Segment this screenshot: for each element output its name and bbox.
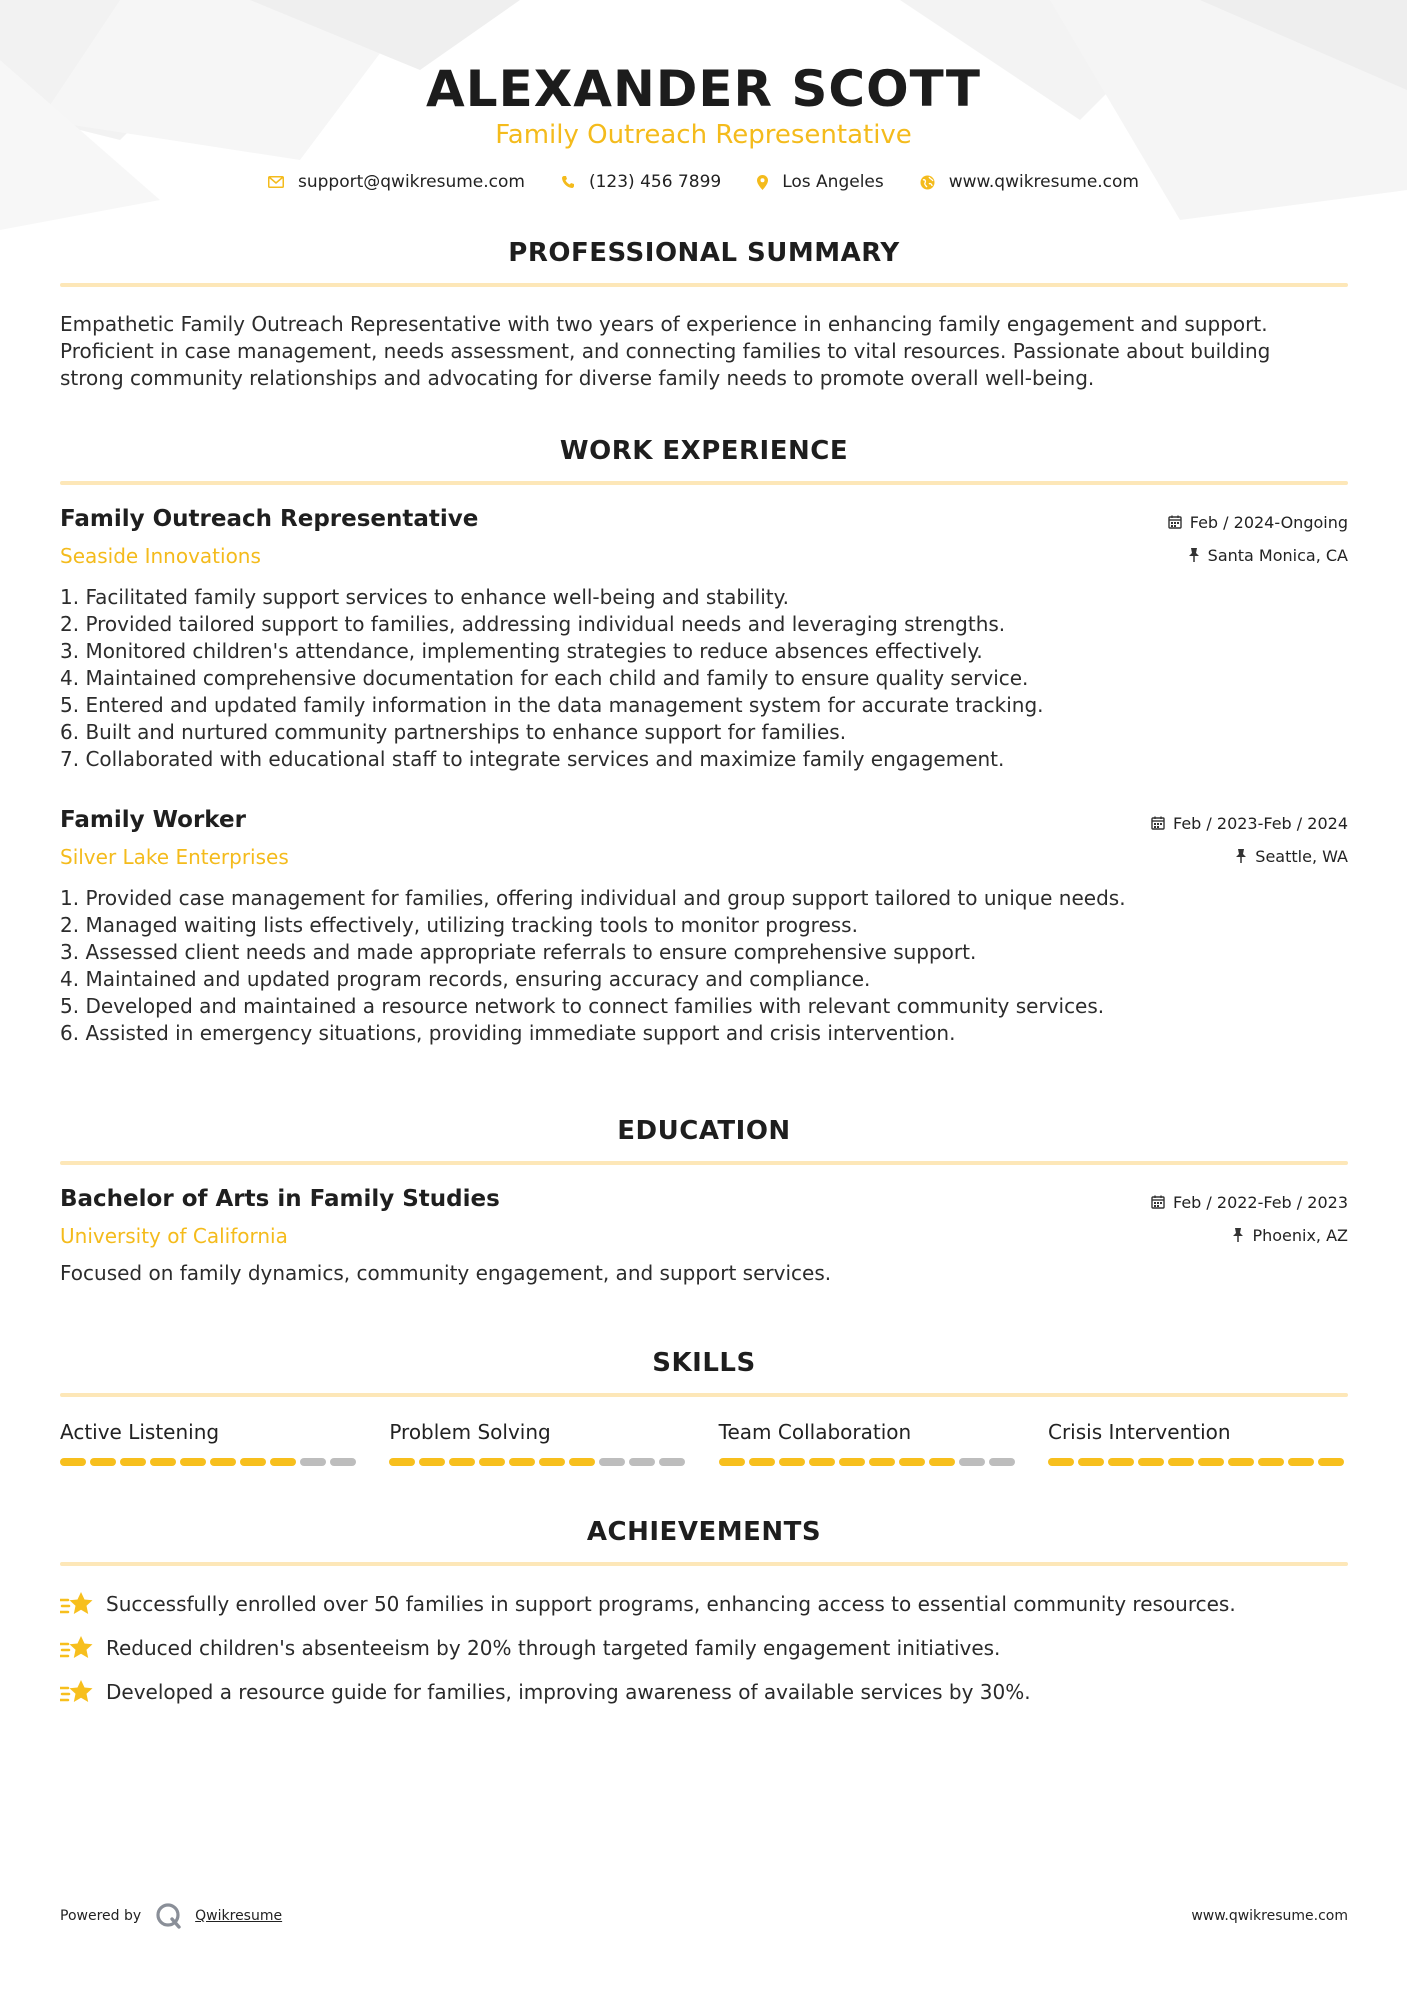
skill-segment-filled: [120, 1458, 146, 1466]
skill-item: [719, 1420, 1019, 1466]
education-heading: EDUCATION: [617, 1116, 791, 1146]
job-bullets: [60, 584, 1348, 773]
powered-by: [60, 1902, 282, 1930]
skill-level-bar: [389, 1458, 689, 1466]
summary-heading: PROFESSIONAL SUMMARY: [508, 238, 900, 268]
skill-segment-filled: [1228, 1458, 1254, 1466]
skill-item: [389, 1420, 689, 1466]
summary-line: Empathetic Family Outreach Representative with two years of experience in enhancing family engagement and support.: [60, 312, 1268, 336]
job-bullet: 6. Built and nurtured community partnerships to enhance support for families.: [60, 720, 847, 744]
skill-segment-filled: [1198, 1458, 1224, 1466]
education-divider: [60, 1161, 1348, 1165]
job-bullet: 1. Facilitated family support services to enhance well-being and stability.: [60, 585, 789, 609]
job-company: Seaside Innovations: [60, 544, 261, 568]
skill-segment-filled: [1108, 1458, 1134, 1466]
skill-segment-filled: [1048, 1458, 1074, 1466]
skill-level-bar: [60, 1458, 360, 1466]
skill-segment-filled: [270, 1458, 296, 1466]
job-company: Silver Lake Enterprises: [60, 845, 289, 869]
skills-heading: SKILLS: [652, 1348, 756, 1378]
skill-segment-empty: [659, 1458, 685, 1466]
map-pin-icon: [757, 175, 768, 190]
achievement-item: [60, 1590, 1348, 1618]
skill-segment-filled: [1288, 1458, 1314, 1466]
job-role: Family Outreach Representative: [60, 506, 479, 532]
skill-segment-filled: [749, 1458, 775, 1466]
candidate-name: ALEXANDER SCOTT: [426, 60, 981, 118]
achievements-divider: [60, 1562, 1348, 1566]
skill-segment-filled: [509, 1458, 535, 1466]
qwikresume-link[interactable]: Qwikresume: [195, 1908, 283, 1924]
star-icon: [60, 1634, 100, 1662]
phone-icon: [561, 175, 575, 189]
pushpin-icon: [1235, 849, 1247, 863]
skill-segment-empty: [330, 1458, 356, 1466]
powered-by-label: Powered by: [60, 1908, 142, 1924]
candidate-title: Family Outreach Representative: [495, 120, 912, 150]
contact-bar: [0, 172, 1407, 192]
skill-segment-filled: [210, 1458, 236, 1466]
contact-location-text: Los Angeles: [782, 172, 884, 192]
skills-list: [60, 1420, 1348, 1466]
skill-segment-empty: [300, 1458, 326, 1466]
calendar-icon: [1151, 816, 1165, 830]
skills-divider: [60, 1393, 1348, 1397]
contact-email[interactable]: [268, 172, 525, 192]
summary-line: strong community relationships and advocating for diverse family needs to promote overall well-being.: [60, 366, 1095, 390]
skill-segment-filled: [150, 1458, 176, 1466]
job-entry: [60, 807, 1348, 1047]
skill-name: Active Listening: [60, 1420, 220, 1444]
achievement-text: Successfully enrolled over 50 families in support programs, enhancing access to essential community resources.: [106, 1592, 1236, 1616]
pushpin-icon: [1188, 548, 1200, 562]
skill-level-bar: [1048, 1458, 1348, 1466]
skill-segment-filled: [809, 1458, 835, 1466]
achievement-item: [60, 1678, 1348, 1706]
skill-segment-filled: [569, 1458, 595, 1466]
skill-name: Problem Solving: [389, 1420, 551, 1444]
skill-segment-filled: [719, 1458, 745, 1466]
skill-segment-empty: [959, 1458, 985, 1466]
skill-segment-filled: [1168, 1458, 1194, 1466]
envelope-icon: [268, 176, 284, 188]
job-bullet: 2. Provided tailored support to families, addressing individual needs and leveraging strengths.: [60, 612, 1006, 636]
pushpin-icon: [1232, 1228, 1244, 1242]
job-bullet: 4. Maintained and updated program records, ensuring accuracy and compliance.: [60, 967, 871, 991]
skill-segment-filled: [60, 1458, 86, 1466]
education-location-text: Phoenix, AZ: [1252, 1225, 1348, 1245]
star-icon: [60, 1678, 100, 1706]
education-meta: [1151, 1192, 1348, 1245]
skill-segment-empty: [989, 1458, 1015, 1466]
globe-icon: [920, 175, 935, 190]
skill-name: Team Collaboration: [718, 1420, 912, 1444]
job-meta: [1151, 813, 1348, 866]
job-entry: [60, 506, 1348, 773]
job-bullet: 5. Entered and updated family information in the data management system for accurate tracking.: [60, 693, 1044, 717]
job-location: [1151, 846, 1348, 866]
education-location: [1151, 1225, 1348, 1245]
job-bullet: 7. Collaborated with educational staff to integrate services and maximize family engagement.: [60, 747, 1005, 771]
footer-website[interactable]: www.qwikresume.com: [1191, 1908, 1348, 1924]
achievement-item: [60, 1634, 1348, 1662]
achievement-text: Developed a resource guide for families, improving awareness of available services by 30%.: [106, 1680, 1031, 1704]
skill-segment-filled: [479, 1458, 505, 1466]
skill-segment-filled: [389, 1458, 415, 1466]
skill-segment-filled: [1258, 1458, 1284, 1466]
job-bullet: 1. Provided case management for families, offering individual and group support tailored to unique needs.: [60, 886, 1126, 910]
skill-segment-filled: [929, 1458, 955, 1466]
contact-phone-text: (123) 456 7899: [588, 172, 722, 192]
experience-heading: WORK EXPERIENCE: [559, 436, 849, 466]
job-bullet: 5. Developed and maintained a resource network to connect families with relevant community services.: [60, 994, 1105, 1018]
job-date: [1168, 512, 1348, 532]
job-bullet: 2. Managed waiting lists effectively, utilizing tracking tools to monitor progress.: [60, 913, 858, 937]
education-date-text: Feb / 2022-Feb / 2023: [1173, 1192, 1348, 1212]
job-location: [1168, 545, 1348, 565]
achievements-heading: ACHIEVEMENTS: [586, 1517, 822, 1547]
job-location-text: Seattle, WA: [1255, 846, 1348, 866]
experience-divider: [60, 481, 1348, 485]
skill-segment-filled: [869, 1458, 895, 1466]
job-bullet: 4. Maintained comprehensive documentation for each child and family to ensure quality service.: [60, 666, 1029, 690]
summary-line: Proficient in case management, needs assessment, and connecting families to vital resources. Passionate about building: [60, 339, 1271, 363]
contact-website[interactable]: [920, 172, 1139, 192]
qwikresume-logo-icon: [155, 1902, 183, 1930]
skill-segment-filled: [539, 1458, 565, 1466]
skill-segment-filled: [180, 1458, 206, 1466]
job-meta: [1168, 512, 1348, 565]
job-date-text: Feb / 2024-Ongoing: [1189, 512, 1348, 532]
summary-text: [60, 311, 1348, 392]
skill-segment-filled: [1138, 1458, 1164, 1466]
skill-segment-filled: [839, 1458, 865, 1466]
skill-segment-empty: [629, 1458, 655, 1466]
job-date: [1151, 813, 1348, 833]
education-entry: [60, 1186, 1348, 1287]
job-date-text: Feb / 2023-Feb / 2024: [1173, 813, 1348, 833]
skill-segment-filled: [779, 1458, 805, 1466]
skill-segment-filled: [1318, 1458, 1344, 1466]
skill-segment-filled: [90, 1458, 116, 1466]
contact-phone[interactable]: [561, 172, 721, 192]
star-icon: [60, 1590, 100, 1618]
skill-segment-filled: [899, 1458, 925, 1466]
page-footer: [60, 1896, 1348, 1936]
skill-segment-filled: [419, 1458, 445, 1466]
job-location-text: Santa Monica, CA: [1207, 545, 1348, 565]
school-name: University of California: [60, 1224, 288, 1248]
skill-segment-filled: [1078, 1458, 1104, 1466]
contact-location: [757, 172, 884, 192]
education-description: Focused on family dynamics, community engagement, and support services.: [60, 1261, 832, 1285]
job-bullet: 6. Assisted in emergency situations, providing immediate support and crisis intervention.: [60, 1021, 956, 1045]
summary-divider: [60, 283, 1348, 287]
skill-segment-filled: [449, 1458, 475, 1466]
calendar-icon: [1168, 515, 1182, 529]
skill-item: [1048, 1420, 1348, 1466]
skill-segment-empty: [599, 1458, 625, 1466]
skill-name: Crisis Intervention: [1047, 1420, 1231, 1444]
skill-segment-filled: [240, 1458, 266, 1466]
job-bullets: [60, 885, 1348, 1047]
achievement-text: Reduced children's absenteeism by 20% through targeted family engagement initiatives.: [106, 1636, 1001, 1660]
degree-title: Bachelor of Arts in Family Studies: [60, 1186, 500, 1212]
skill-level-bar: [719, 1458, 1019, 1466]
job-role: Family Worker: [60, 807, 246, 833]
contact-email-text: support@qwikresume.com: [298, 172, 525, 192]
job-bullet: 3. Monitored children's attendance, implementing strategies to reduce absences effectively.: [60, 639, 983, 663]
education-date: [1151, 1192, 1348, 1212]
contact-website-text: www.qwikresume.com: [948, 172, 1139, 192]
skill-item: [60, 1420, 360, 1466]
job-bullet: 3. Assessed client needs and made appropriate referrals to ensure comprehensive support.: [60, 940, 977, 964]
calendar-icon: [1151, 1195, 1165, 1209]
